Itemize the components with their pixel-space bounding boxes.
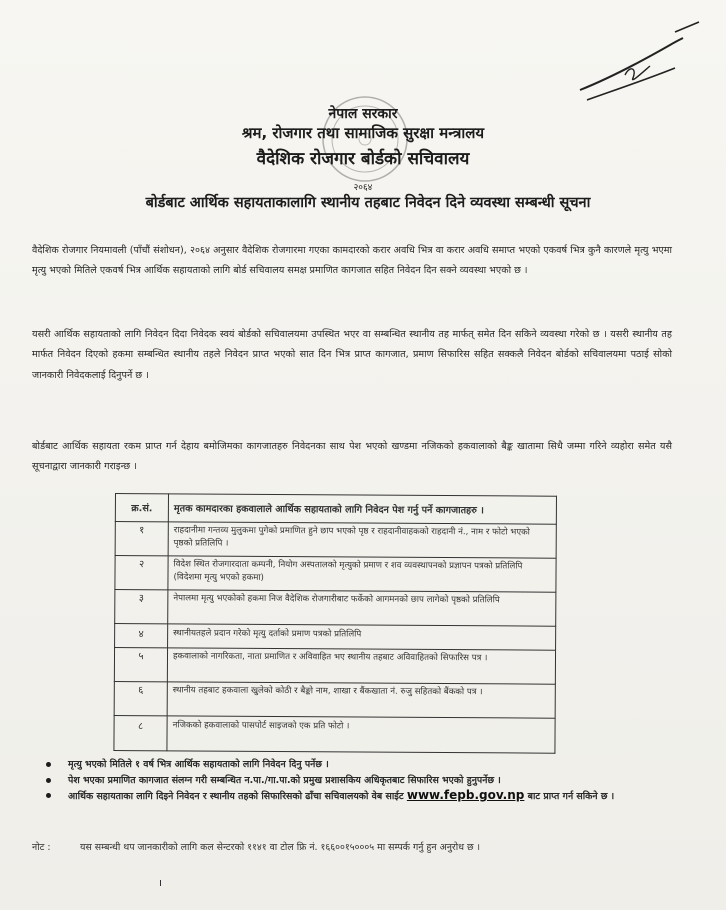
table-row [114,648,555,685]
bullet-text-after: बाट प्राप्त गर्न सकिने छ । [524,791,615,802]
row-text: हकवालाको नागरिकता, नाता प्रमाणित र अविवाहित भए स्थानीय तहबाट अविवाहितको सिफारिस पत्र । [167,648,555,684]
list-item [44,773,674,789]
bullet-dot-icon [46,778,51,783]
paragraph-provision: वैदेशिक रोजगार नियमावली (पाँचौं संशोधन), २०६४ अनुसार वैदेशिक रोजगारमा गएका कामदारको करार अवधि भित्र वा करार अवधि समाप्त भएको एकवर्ष भित्र कुनै कारणले मृत्यु भएमा मृत्यु भएको मितिले एकवर्ष भित्र आर्थिक सहायताको लागि बोर्ड सचिवालय समक्ष प्रमाणित कागजात सहित निवेदन दिन सक्ने व्यवस्था भएको छ । [32,244,672,277]
paragraph-local-level: यसरी आर्थिक सहायताको लागि निवेदन दिदा निवेदक स्वयं बोर्डको सचिवालयमा उपस्थित भएर वा सम्बन्धित स्थानीय तह मार्फत् समेत दिन सकिने व्यवस्था गरेको छ । यसरी स्थानीय तह मार्फत निवेदन दिएको हकमा सम्बन्धित स्थानीय तहले निवेदन प्राप्त भएको सात दिन भित्र प्राप्त कागजात, प्रमाण सिफारिस सहित सक्कलै निवेदन बोर्डको सचिवालयमा पठाई सोको जानकारी निवेदकलाई दिनुपर्ने छ । [32,328,672,381]
row-number: ८ [114,715,167,750]
table-header-desc: मृतक कामदारका हकवालाले आर्थिक सहायताको लागि निवेदन पेश गर्नु पर्ने कागजातहरु । [168,494,556,524]
row-number: ५ [114,648,167,682]
bullet-dot-icon [46,793,51,798]
bullet-text-before: आर्थिक सहायताका लागि दिइने निवेदन र स्थानीय तहको सिफारिसको ढाँचा सचिवालयको वेब साईट [68,791,407,802]
row-text: विदेश स्थित रोजगारदाता कम्पनी, नियोग अस्पतालको मृत्युको प्रमाण र शव व्यवस्थापनको प्रज्ञापन पत्रको प्रतिलिपि (विदेशमा मृत्यु भएको हकमा) [168,556,556,592]
page-mark [160,880,161,886]
government-name: नेपाल सरकार [328,106,398,122]
note-label: नोट : [32,842,51,853]
row-number: ३ [115,590,168,624]
list-item [44,788,674,805]
website-link[interactable]: www.fepb.gov.np [406,788,525,802]
bullet-dot-icon [46,762,51,767]
row-text: नेपालमा मृत्यु भएकोको हकमा निज वैदेशिक रोजगारीबाट फर्केको आगमनको छाप लागेको पृष्ठको प्रतिलिपि [168,590,556,626]
bullet-text: मृत्यु भएको मितिले १ वर्ष भित्र आर्थिक सहायताको लागि निवेदन दिनु पर्नेछ । [68,759,329,770]
notice-bullets [44,757,674,805]
row-text: स्थानीय तहबाट हकवाला खुलेको कोठी र बैङ्को नाम, शाखा र बैंकखाता नं. रुजु सहितको बैंकको पत्र । [167,682,555,718]
note-text: यस सम्बन्धी थप जानकारीको लागि कल सेन्टरको ११४१ वा टोल फ्रि नं. १६६००१५०००५ मा सम्पर्क गर्नु हुन अनुरोध छ । [80,842,481,853]
table-header-row [115,494,556,525]
row-number: ६ [114,681,167,715]
table-row [115,624,556,651]
table-header-num: क्र.सं. [115,494,168,522]
row-number: १ [115,522,168,556]
table-row [114,681,555,718]
table-row [115,522,556,559]
secretariat-name: वैदेशिक रोजगार बोर्डको सचिवालय [256,149,470,169]
year-label: २०६४ [353,183,373,193]
list-item [44,757,674,773]
table-row [115,590,556,627]
table-row [114,715,555,753]
paragraph-bank-deposit: बोर्डबाट आर्थिक सहायता रकम प्राप्त गर्न देहाय बमोजिमका कागजातहरु निवेदनका साथ पेश भएको खण्डमा नजिकको हकवालाको बैङ्क खातामा सिधै जम्मा गरिने व्यहोरा समेत यसै सूचनाद्वारा जानकारी गराइन्छ । [32,440,672,473]
bullet-text: पेश भएका प्रमाणित कागजात संलग्न गरी सम्बन्धित न.पा./गा.पा.को प्रमुख प्रशासकिय अधिकृतबाट सिफारिस भएको हुनुपर्नेछ । [68,774,501,786]
row-text: स्थानीयतहले प्रदान गरेको मृत्यु दर्ताको प्रमाण पत्रको प्रतिलिपि [168,624,556,650]
note [32,840,682,856]
documents-table [113,493,557,754]
row-text: राहदानीमा गन्तव्य मुलुकमा पुगेको प्रमाणित हुने छाप भएको पृष्ठ र राहदानीवाहकको राहदानी नं., नाम र फोटो भएको पृष्ठको प्रतिलिपि । [168,522,556,558]
row-number: ४ [115,624,168,648]
signature [575,20,715,110]
row-number: २ [115,556,168,590]
row-text: नजिकको हकवालाको पासपोर्ट साइजको एक प्रति फोटो । [167,716,555,753]
table-row [115,556,556,593]
notice-title: बोर्डबाट आर्थिक सहायताकालागि स्थानीय तहबाट निवेदन दिने व्यवस्था सम्बन्धी सूचना [145,195,591,211]
ministry-name: श्रम, रोजगार तथा सामाजिक सुरक्षा मन्त्रालय [241,124,485,142]
